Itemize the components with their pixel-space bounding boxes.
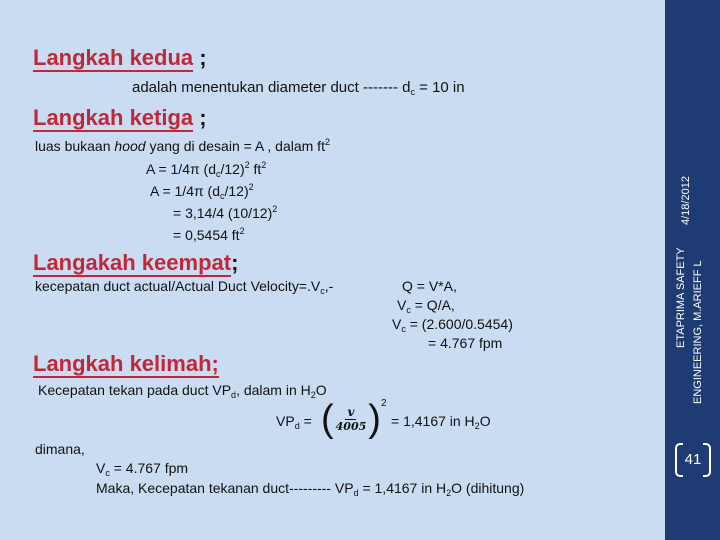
step2-line: adalah menentukan diameter duct ------- $d_c = 10$ in	[132, 79, 465, 97]
formula-rhs: = 1,4167 in $H_2O$	[391, 413, 491, 431]
sidebar-org-line1: ETAPRIMA SAFETY	[675, 247, 687, 348]
page-number-badge	[675, 443, 711, 477]
result-line: Maka, Kecepatan tekanan duct--------- $VP_d = 1,4167$ in $H_2O$ (dihitung)	[96, 480, 525, 498]
step5-heading: Langkah kelimah;	[33, 351, 219, 376]
formula-lhs: $VP_d$ =	[276, 413, 312, 431]
sidebar-date: 4/18/2012	[680, 176, 692, 225]
formula-denominator: 4005	[335, 419, 367, 433]
formula-numerator: v	[347, 404, 355, 419]
step2-heading: Langkah kedua ;	[33, 45, 207, 70]
step3-eq3: = 3,14/4 $(10/12)^2$	[173, 204, 278, 221]
formula-exponent: 2	[380, 398, 387, 409]
step3-eq1: A = 1/4π $(d_c/12)^2$ $ft^2$	[146, 160, 267, 179]
step5-desc: Kecepatan tekan pada duct $VP_d$, dalam in $H_2O$	[38, 382, 327, 400]
step3-eq2: A = 1/4π $(d_c/12)^2$	[150, 182, 254, 201]
left-bracket	[675, 443, 683, 477]
step3-eq4: = 0,5454 $ft^2$	[173, 226, 245, 243]
step3-heading: Langkah ketiga ;	[33, 105, 207, 130]
where-label: dimana,	[35, 441, 85, 457]
left-paren: (	[321, 398, 334, 440]
right-paren: )	[368, 398, 381, 440]
step3-intro: luas bukaan hood yang di desain = A , dalam $ft^2$	[35, 137, 330, 154]
step4-eq2: $V_c = Q/A$,	[397, 297, 455, 315]
formula-fraction	[321, 400, 387, 438]
vc-value: $V_c = 4.767$ fpm	[96, 460, 189, 478]
step4-heading: Langakah keempat;	[33, 250, 239, 275]
step4-eq3: $V_c = (2.600/0.5454)$	[392, 316, 513, 334]
page-number: 41	[684, 451, 702, 468]
right-bracket	[703, 443, 711, 477]
step4-desc: kecepatan duct actual/Actual Duct $Velocity=.V_c,-$	[35, 278, 334, 296]
step4-eq1: Q = V*A,	[402, 278, 457, 294]
sidebar-org-line2: ENGINEERING, M.ARIEFF L	[692, 260, 704, 404]
step4-eq4: = 4.767 fpm	[428, 335, 503, 351]
